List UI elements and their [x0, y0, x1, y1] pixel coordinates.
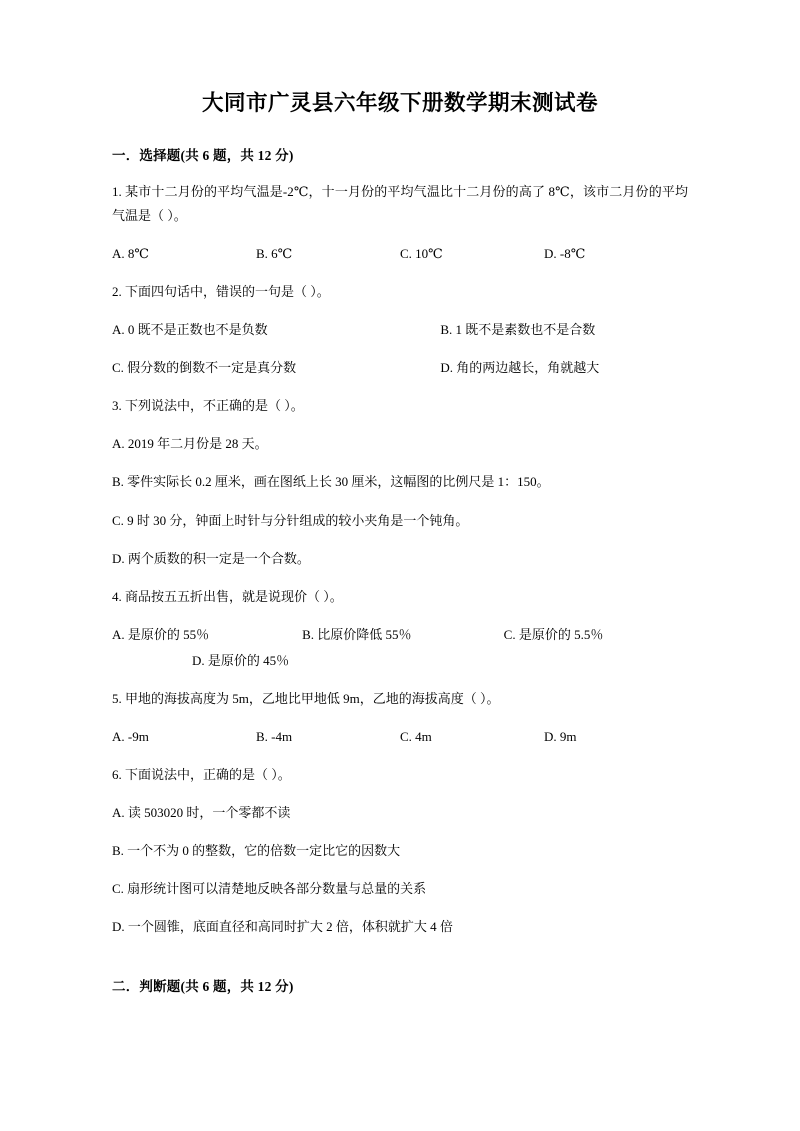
option-6-d: D. 一个圆锥，底面直径和高同时扩大 2 倍，体积就扩大 4 倍	[112, 919, 453, 935]
option-2-c: C. 假分数的倒数不一定是真分数	[112, 360, 297, 376]
option-4-a: A. 是原价的 55％	[112, 626, 210, 642]
option-3-d: D. 两个质数的积一定是一个合数。	[112, 550, 310, 566]
option-2-a: A. 0 既不是正数也不是负数	[112, 322, 268, 338]
question-stem-1: 1. 某市十二月份的平均气温是-2℃，十一月份的平均气温比十二月份的高了 8℃，该市二月份的平均气温是（ ）。	[112, 184, 688, 224]
question-options-4-row1	[112, 623, 688, 647]
question-stem-5: 5. 甲地的海拔高度为 5m，乙地比甲地低 9m，乙地的海拔高度（ ）。	[112, 690, 500, 706]
option-4-d: D. 是原价的 45％	[192, 652, 290, 668]
question-stem-3: 3. 下列说法中，不正确的是（ ）。	[112, 398, 304, 414]
option-3-b: B. 零件实际长 0.2 厘米，画在图纸上长 30 厘米，这幅图的比例尺是 1：150。	[112, 474, 550, 490]
option-1-c: C. 10℃	[400, 246, 443, 262]
option-4-c: C. 是原价的 5.5％	[503, 626, 604, 642]
question-stem-6: 6. 下面说法中，正确的是（ ）。	[112, 766, 291, 782]
question-options-2-row1	[112, 318, 688, 342]
option-3-c: C. 9 时 30 分，钟面上时针与分针组成的较小夹角是一个钝角。	[112, 512, 469, 528]
section-spacer	[112, 953, 688, 957]
option-5-a: A. -9m	[112, 728, 149, 744]
question-options-5	[112, 725, 688, 749]
option-3-a: A. 2019 年二月份是 28 天。	[112, 436, 268, 452]
option-4-b: B. 比原价降低 55％	[302, 626, 412, 642]
option-2-d: D. 角的两边越长，角就越大	[440, 360, 600, 376]
option-2-b: B. 1 既不是素数也不是合数	[440, 322, 596, 338]
question-options-1	[112, 242, 688, 266]
page-title: 大同市广灵县六年级下册数学期末测试卷	[201, 91, 598, 115]
question-stem-4: 4. 商品按五五折出售，就是说现价（ ）。	[112, 588, 343, 604]
option-6-b: B. 一个不为 0 的整数，它的倍数一定比它的因数大	[112, 842, 401, 858]
option-6-c: C. 扇形统计图可以清楚地反映各部分数量与总量的关系	[112, 880, 427, 896]
option-1-a: A. 8℃	[112, 246, 149, 262]
section-heading-choice: 一．选择题(共 6 题，共 12 分)	[112, 148, 294, 164]
option-5-c: C. 4m	[400, 728, 432, 744]
option-1-b: B. 6℃	[256, 246, 293, 262]
option-6-a: A. 读 503020 时，一个零都不读	[112, 804, 291, 820]
option-1-d: D. -8℃	[544, 246, 586, 262]
option-5-b: B. -4m	[256, 728, 293, 744]
section-heading-truefalse: 二．判断题(共 6 题，共 12 分)	[112, 979, 294, 995]
option-5-d: D. 9m	[544, 728, 577, 744]
question-stem-2: 2. 下面四句话中，错误的一句是（ ）。	[112, 284, 330, 300]
question-options-2-row2	[112, 356, 688, 380]
